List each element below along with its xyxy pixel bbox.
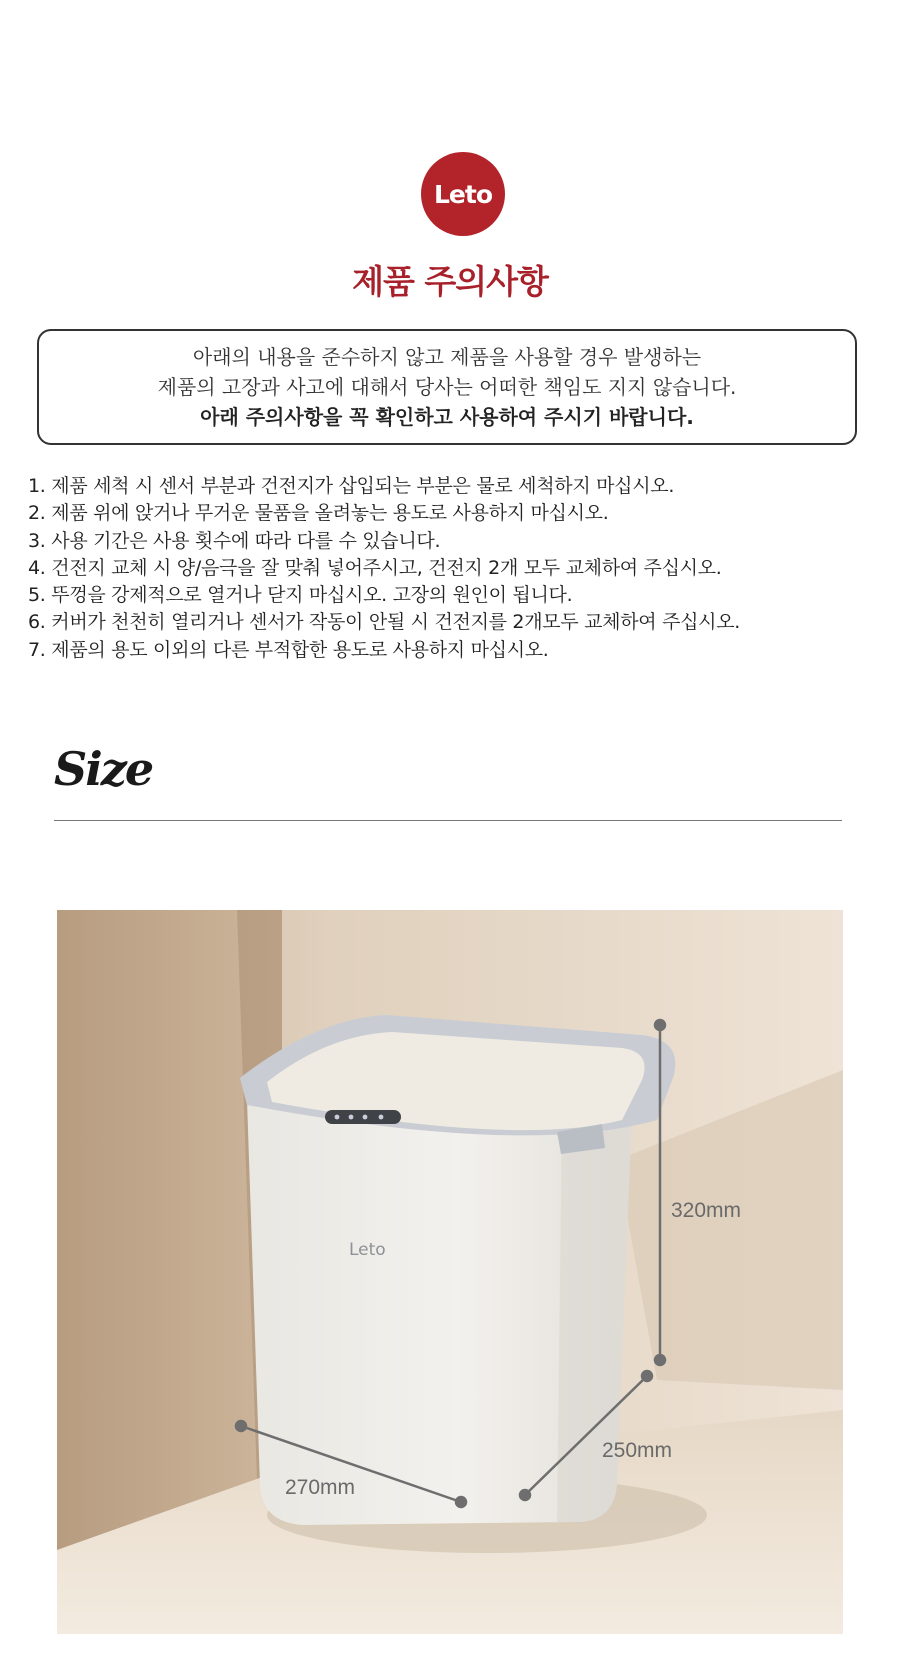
brand-logo-text: Leto xyxy=(433,179,492,209)
notice-line-emphasis: 아래 주의사항을 꼭 확인하고 사용하여 주시기 바랍니다. xyxy=(200,405,694,429)
caution-item: 1. 제품 세척 시 센서 부분과 건전지가 삽입되는 부분은 물로 세척하지 마십시오. xyxy=(28,475,675,497)
page-title: 제품 주의사항 xyxy=(352,262,548,301)
brand-logo xyxy=(421,152,505,236)
caution-item: 4. 건전지 교체 시 양/음극을 잘 맞춰 넣어주시고, 건전지 2개 모두 교체하여 주십시오. xyxy=(28,556,722,579)
product-logo-text: Leto xyxy=(349,1240,386,1260)
product-photo xyxy=(57,910,843,1634)
depth-label: 250mm xyxy=(602,1439,673,1462)
divider xyxy=(54,820,842,821)
notice-line: 제품의 고장과 사고에 대해서 당사는 어떠한 책임도 지지 않습니다. xyxy=(157,375,737,399)
size-heading: Size xyxy=(54,742,153,796)
width-label: 270mm xyxy=(285,1476,356,1499)
notice-line: 아래의 내용을 준수하지 않고 제품을 사용할 경우 발생하는 xyxy=(192,345,702,369)
caution-item: 2. 제품 위에 앉거나 무거운 물품을 올려놓는 용도로 사용하지 마십시오. xyxy=(28,502,609,525)
caution-item: 6. 커버가 천천히 열리거나 센서가 작동이 안될 시 건전지를 2개모두 교체하여 주십시오. xyxy=(28,611,741,634)
caution-item: 7. 제품의 용도 이외의 다른 부적합한 용도로 사용하지 마십시오. xyxy=(28,638,549,661)
caution-list xyxy=(28,473,740,664)
caution-item: 3. 사용 기간은 사용 횟수에 따라 다를 수 있습니다. xyxy=(28,529,441,552)
caution-item: 5. 뚜껑을 강제적으로 열거나 닫지 마십시오. 고장의 원인이 됩니다. xyxy=(28,584,573,607)
notice-box xyxy=(37,329,857,445)
height-label: 320mm xyxy=(671,1199,742,1222)
